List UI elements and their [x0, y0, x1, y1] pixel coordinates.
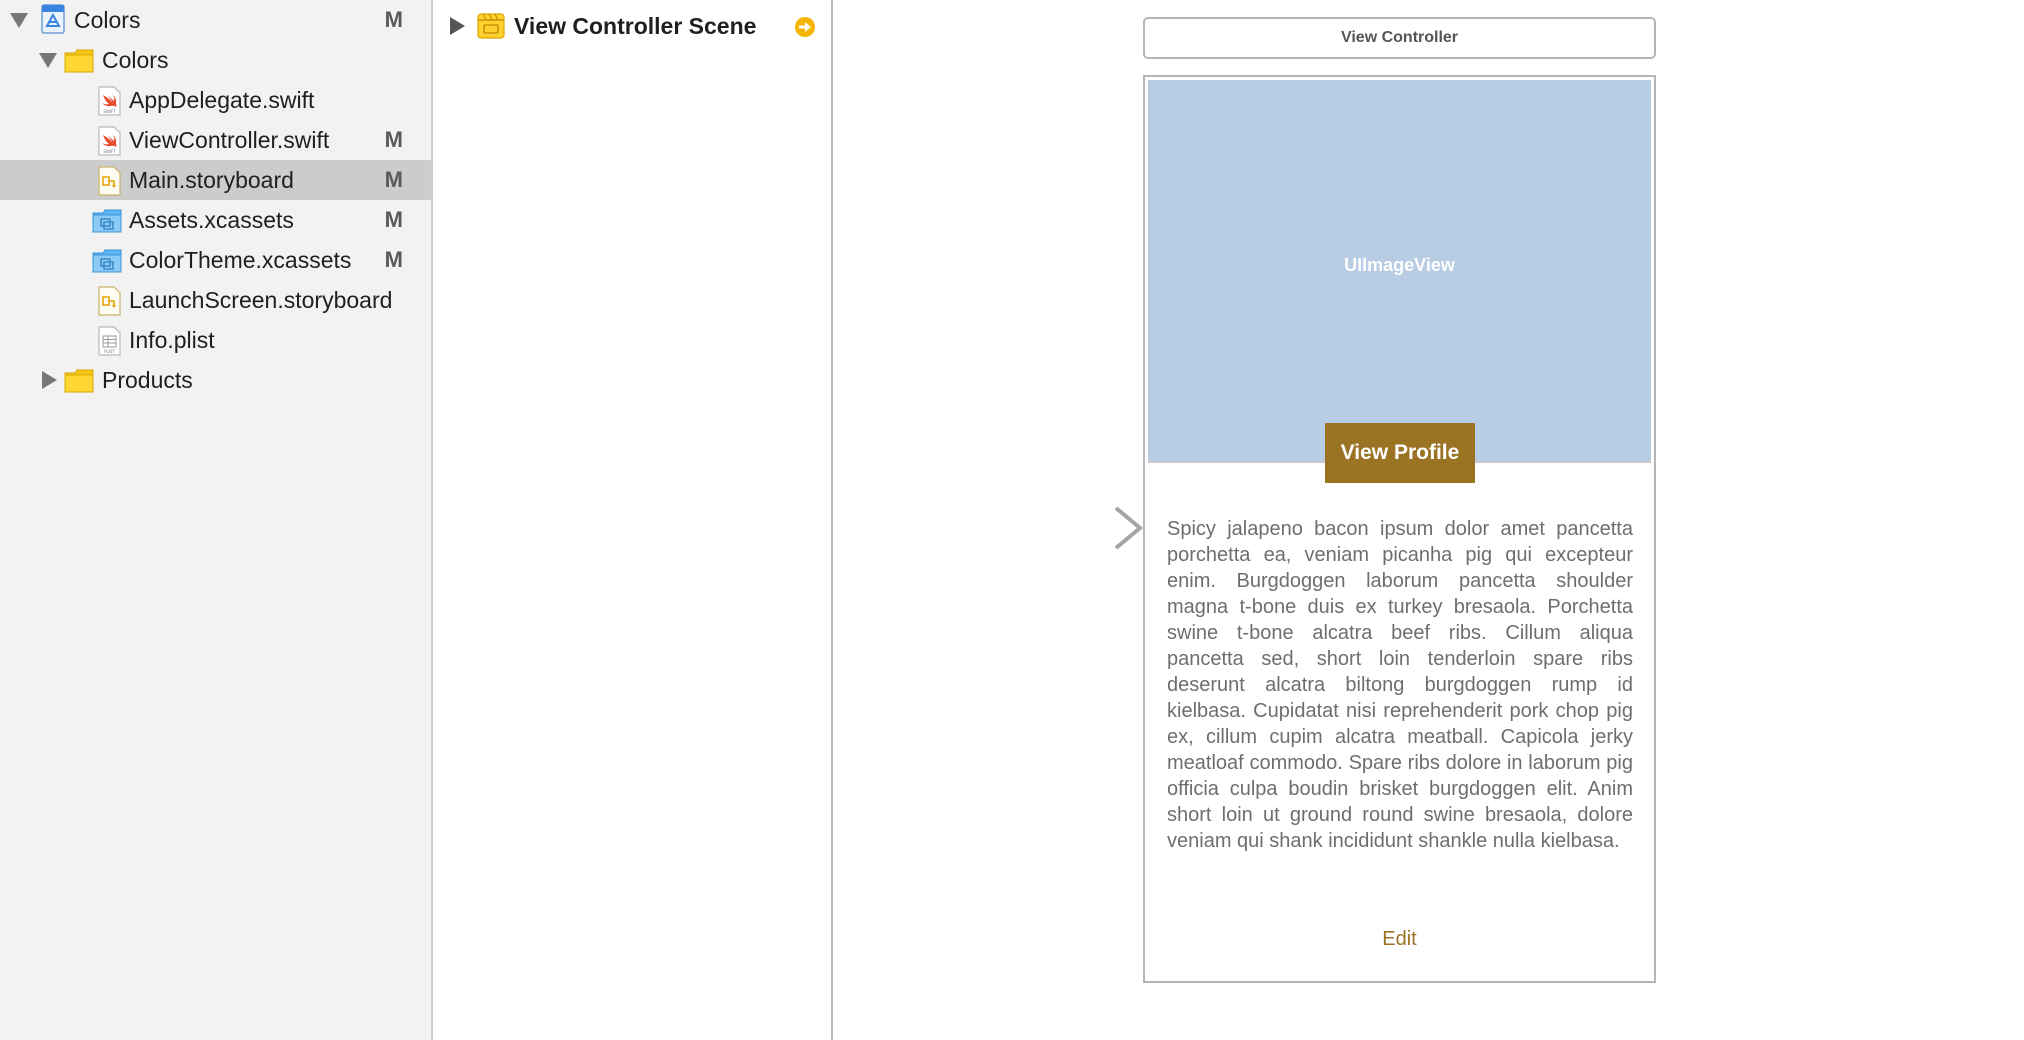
view-controller-title-bar[interactable]: View Controller	[1143, 17, 1656, 59]
edit-button[interactable]: Edit	[1382, 928, 1417, 950]
navigator-item-label: ViewController.swift	[129, 127, 330, 153]
disclosure-open-icon[interactable]	[10, 13, 28, 28]
image-view-label: UIImageView	[1344, 255, 1455, 275]
asset-catalog-icon	[92, 206, 122, 236]
swift-file-icon	[94, 126, 124, 156]
disclosure-closed-icon[interactable]	[450, 17, 465, 35]
navigator-item-label: Info.plist	[129, 327, 215, 353]
navigator-item-folder-colors[interactable]	[0, 40, 431, 80]
swift-file-caption: SWIFT	[103, 109, 116, 114]
modified-badge: M	[384, 247, 403, 272]
disclosure-open-icon[interactable]	[39, 53, 57, 68]
navigator-item-label: Main.storyboard	[129, 167, 294, 193]
body-text-label[interactable]: Spicy jalapeno bacon ipsum dolor amet pancetta porchetta ea, veniam picanha pig qui excepteur enim. Burgdoggen laborum pancetta shoulder magna t-bone duis ex turkey bresaola. Porchetta swine t-bone alcatra beef ribs. Cillum aliqua pancetta sed, short loin tenderloin spare ribs deserunt alcatra biltong burgdoggen rump id kielbasa. Cupidatat nisi reprehenderit pork chop pig ex, cillum cupim alcatra meatball. Capicola jerky meatloaf commodo. Spare ribs dolore in laborum pig officia culpa boudin brisket burgdoggen elit. Anim short loin ut ground round swine bresaola, dolore veniam qui shank incididunt shankle nulla kielbasa.	[1167, 518, 1633, 852]
swift-file-caption: SWIFT	[103, 149, 116, 154]
exit-arrow-icon[interactable]	[794, 16, 816, 38]
scene-icon	[476, 11, 506, 41]
outline-item-view-controller-scene[interactable]	[433, 6, 831, 46]
navigator-item-label: LaunchScreen.storyboard	[129, 287, 393, 313]
modified-badge: M	[384, 167, 403, 192]
modified-badge: M	[384, 7, 403, 32]
navigator-item-appdelegate[interactable]	[0, 80, 431, 120]
view-controller-frame[interactable]	[1143, 75, 1656, 983]
storyboard-file-icon	[94, 166, 124, 196]
navigator-item-label: Assets.xcassets	[129, 207, 294, 233]
navigator-item-label: Colors	[74, 7, 141, 33]
xcode-project-icon	[38, 4, 68, 34]
navigator-item-colortheme[interactable]	[0, 240, 431, 280]
navigator-item-products[interactable]	[0, 360, 431, 400]
storyboard-file-icon	[94, 286, 124, 316]
image-view[interactable]	[1148, 80, 1651, 463]
document-outline	[433, 0, 833, 1040]
storyboard-canvas[interactable]	[833, 0, 2024, 1040]
navigator-item-launchscreen[interactable]	[0, 280, 431, 320]
view-profile-button[interactable]: View Profile	[1325, 423, 1475, 483]
folder-icon	[64, 46, 94, 76]
modified-badge: M	[384, 207, 403, 232]
plist-file-icon	[94, 326, 124, 356]
plist-file-caption: PLIST	[104, 349, 115, 354]
asset-catalog-icon	[92, 246, 122, 276]
swift-file-icon	[94, 86, 124, 116]
navigator-item-label: Colors	[102, 47, 169, 73]
navigator-item-label: Products	[102, 367, 193, 393]
scene-label: View Controller Scene	[514, 13, 757, 39]
navigator-item-assets[interactable]	[0, 200, 431, 240]
modified-badge: M	[384, 127, 403, 152]
project-navigator	[0, 0, 433, 1040]
entry-point-arrow-icon[interactable]	[1006, 506, 1146, 550]
navigator-item-infoplist[interactable]	[0, 320, 431, 360]
folder-icon	[64, 366, 94, 396]
navigator-item-main-storyboard[interactable]	[0, 160, 431, 200]
navigator-item-viewcontroller[interactable]	[0, 120, 431, 160]
navigator-item-label: AppDelegate.swift	[129, 87, 315, 113]
navigator-item-label: ColorTheme.xcassets	[129, 247, 352, 273]
navigator-item-project[interactable]	[0, 0, 431, 40]
disclosure-closed-icon[interactable]	[42, 371, 57, 389]
